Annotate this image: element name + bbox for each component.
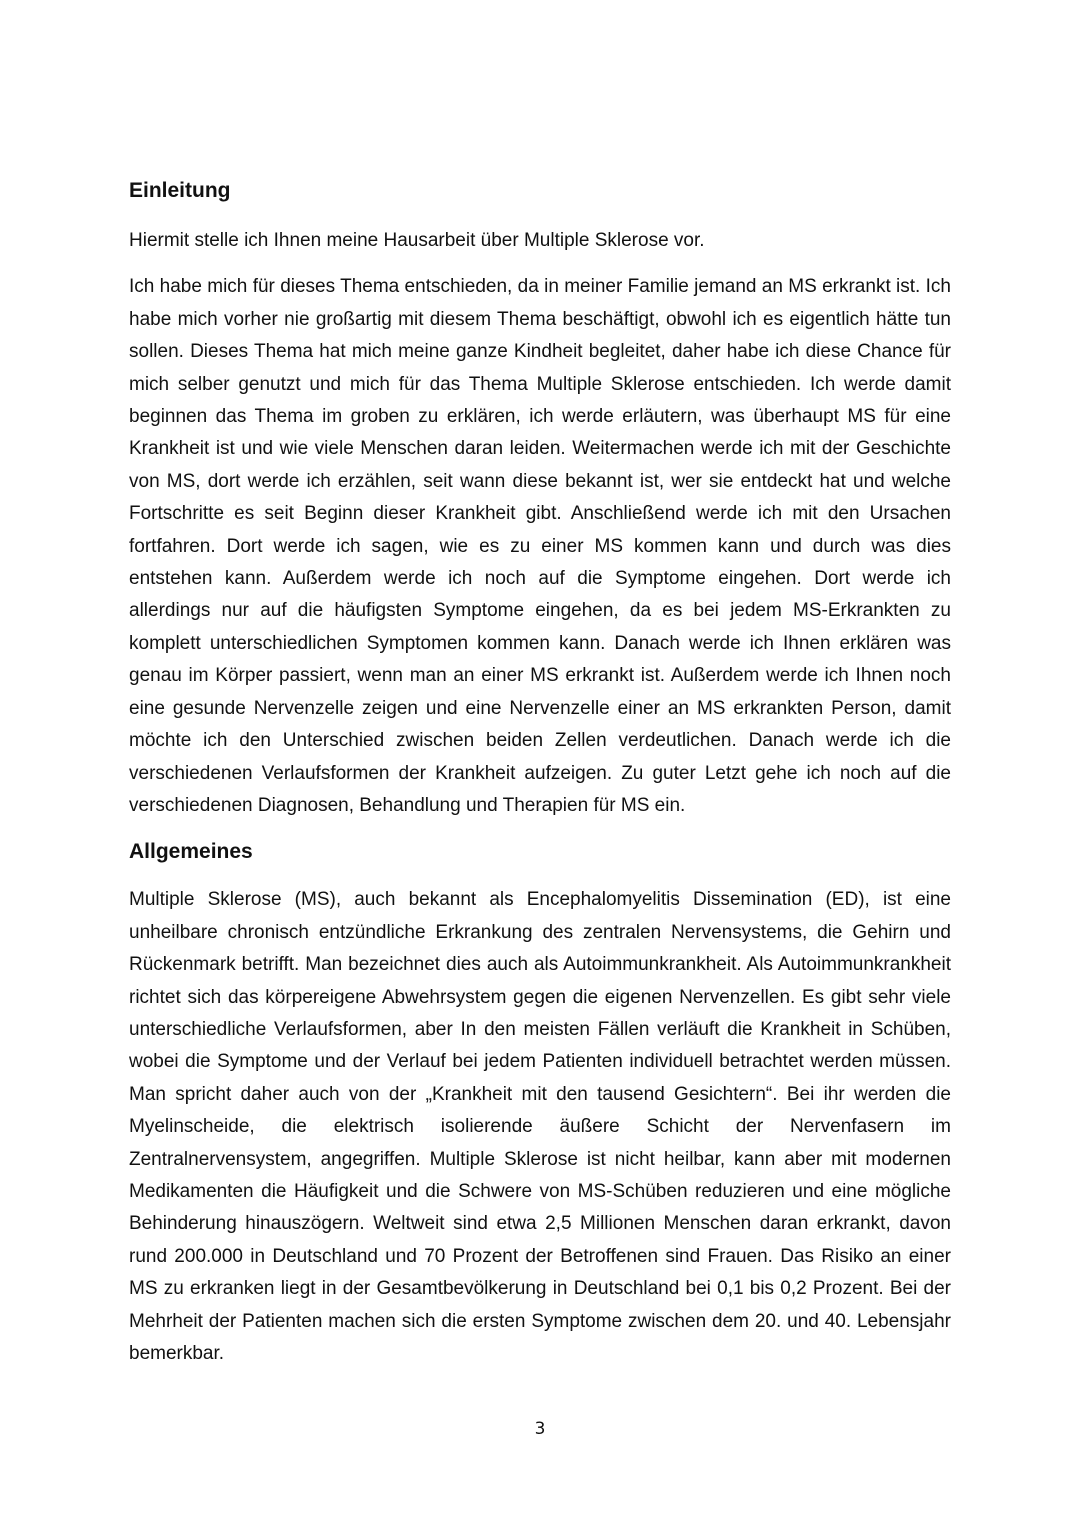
intro-body-paragraph: Ich habe mich für dieses Thema entschieden, da in meiner Familie jemand an MS erkrankt ist. Ich habe mich vorher nie großartig mit diesem Thema beschäftigt, obwohl ich es eigentlich hätte tun sollen. Dieses Thema hat mich meine ganze Kindheit begleitet, daher habe ich diese Chance für mich selber genutzt und mich für das Thema Multiple Sklerose entschieden. Ich werde damit beginnen das Thema im groben zu erklären, ich werde erläutern, was überhaupt MS für eine Krankheit ist und wie viele Menschen daran leiden. Weitermachen werde ich mit der Geschichte von MS, dort werde ich erzählen, seit wann diese bekannt ist, wer sie entdeckt hat und welche Fortschritte es seit Beginn dieser Krankheit gibt. Anschließend werde ich mit den Ursachen fortfahren. Dort werde ich sagen, wie es zu einer MS kommen kann und durch was dies entstehen kann. Außerdem werde ich noch auf die Symptome eingehen. Dort werde ich allerdings nur auf die häufigsten Symptome eingehen, da es bei jedem MS-Erkrankten zu komplett unterschiedlichen Symptomen kommen kann. Danach werde ich Ihnen erklären was genau im Körper passiert, wenn man an einer MS erkrankt ist. Außerdem werde ich Ihnen noch eine gesunde Nervenzelle zeigen und eine Nervenzelle einer an MS erkrankten Person, damit möchte ich den Unterschied zwischen beiden Zellen verdeutlichen. Danach werde ich die verschiedenen Verlaufsformen der Krankheit aufzeigen. Zu guter Letzt gehe ich noch auf die verschiedenen Diagnosen, Behandlung und Therapien für MS ein. — [129, 276, 951, 816]
section-heading-allgemeines: Allgemeines — [129, 840, 253, 864]
section-heading-einleitung: Einleitung — [129, 179, 231, 202]
general-body-paragraph: Multiple Sklerose (MS), auch bekannt als Encephalomyelitis Dissemination (ED), ist eine unheilbare chronisch entzündliche Erkrankung des zentralen Nervensystems, die Gehirn und Rückenmark betrifft. Man bezeichnet dies auch als Autoimmunkrankheit. Als Autoimmunkrankheit richtet sich das körpereigene Abwehrsystem gegen die eigenen Nervenzellen. Es gibt sehr viele unterschiedliche Verlaufsformen, aber In den meisten Fällen verläuft die Krankheit in Schüben, wobei die Symptome und der Verlauf bei jedem Patienten individuell betrachtet werden müssen. Man spricht daher auch von der „Krankheit mit den tausend Gesichtern“. Bei ihr werden die Myelinscheide, die elektrisch isolierende äußere Schicht der Nervenfasern im Zentralnervensystem, angegriffen. Multiple Sklerose ist nicht heilbar, kann aber mit modernen Medikamenten die Häufigkeit und die Schwere von MS-Schüben reduzieren und eine mögliche Behinderung hinauszögern. Weltweit sind etwa 2,5 Millionen Menschen daran erkrankt, davon rund 200.000 in Deutschland und 70 Prozent der Betroffenen sind Frauen. Das Risiko an einer MS zu erkranken liegt in der Gesamtbevölkerung in Deutschland bei 0,1 bis 0,2 Prozent. Bei der Mehrheit der Patienten machen sich die ersten Symptome zwischen dem 20. und 40. Lebensjahr bemerkbar. — [129, 889, 951, 1364]
intro-lead-paragraph: Hiermit stelle ich Ihnen meine Hausarbeit über Multiple Sklerose vor. — [129, 230, 705, 251]
document-page — [129, 175, 951, 1370]
page-number: 3 — [534, 1419, 546, 1439]
